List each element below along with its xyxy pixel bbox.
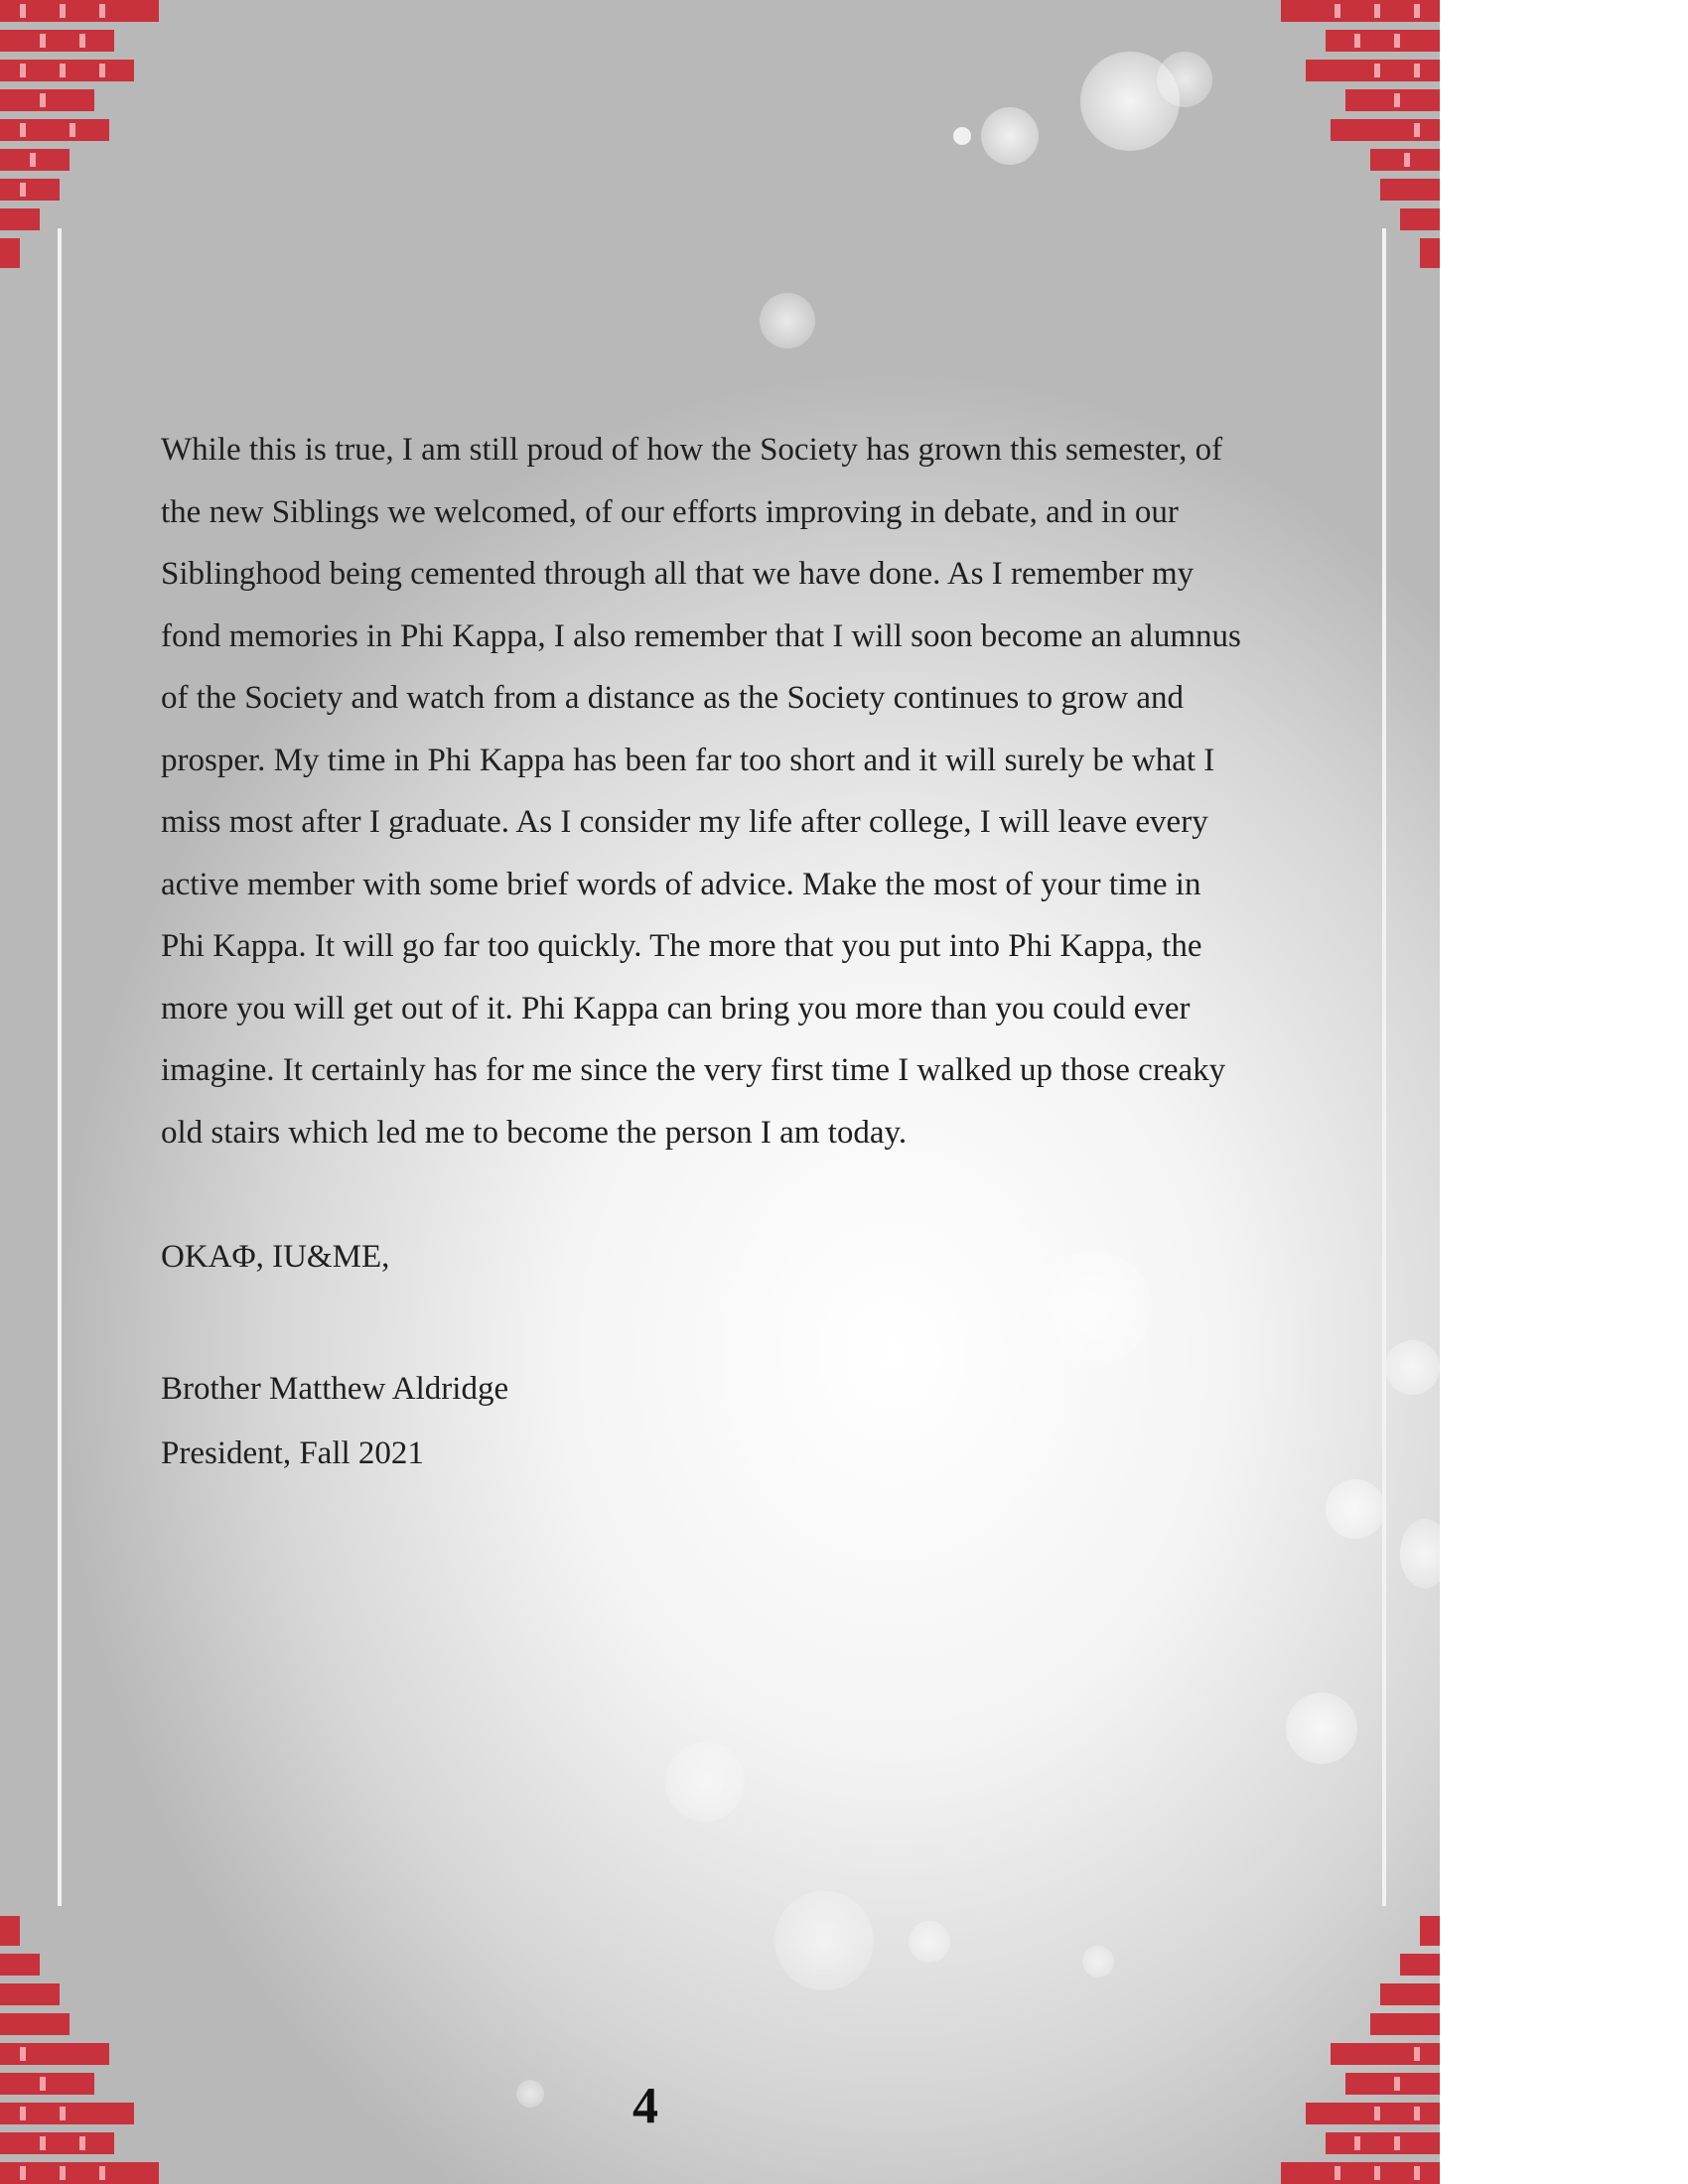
body-line: of the Society and watch from a distance as the Society continues to grow and	[161, 680, 1185, 716]
bokeh-light	[665, 1742, 745, 1822]
frame-line-left	[58, 228, 62, 1906]
signature-title: President, Fall 2021	[161, 1435, 424, 1471]
letter-body	[161, 419, 1342, 1163]
page-number: 4	[633, 2078, 658, 2134]
bokeh-light	[774, 1891, 874, 1990]
letter-closing: OKAΦ, IU&ME,	[161, 1239, 390, 1275]
bokeh-light	[1400, 1519, 1440, 1588]
corner-ornament-bottom-right	[1281, 1906, 1440, 2184]
bokeh-light	[1157, 52, 1212, 107]
body-line: Phi Kappa. It will go far too quickly. The more that you put into Phi Kappa, the	[161, 928, 1202, 964]
bokeh-light	[1080, 52, 1180, 151]
body-line: more you will get out of it. Phi Kappa can bring you more than you could ever	[161, 990, 1191, 1026]
bokeh-light	[516, 2080, 544, 2108]
bokeh-light	[1038, 1251, 1152, 1365]
bokeh-light	[1286, 1693, 1357, 1764]
bokeh-light	[760, 293, 815, 348]
bokeh-light	[981, 107, 1039, 165]
body-line: fond memories in Phi Kappa, I also remember that I will soon become an alumnus	[161, 617, 1241, 654]
corner-ornament-top-right	[1281, 0, 1440, 278]
body-line: prosper. My time in Phi Kappa has been far too short and it will surely be what I	[161, 742, 1215, 778]
bokeh-light	[1385, 1340, 1440, 1395]
corner-ornament-top-left	[0, 0, 159, 278]
body-paragraph	[161, 419, 1342, 1163]
body-line: old stairs which led me to become the person I am today.	[161, 1114, 908, 1151]
signature-name: Brother Matthew Aldridge	[161, 1371, 509, 1407]
corner-ornament-bottom-left	[0, 1906, 159, 2184]
bokeh-light	[909, 1921, 950, 1963]
bokeh-light	[1326, 1479, 1385, 1539]
bokeh-light	[953, 127, 971, 145]
body-line: Siblinghood being cemented through all that we have done. As I remember my	[161, 556, 1195, 592]
bokeh-light	[1082, 1946, 1114, 1978]
body-line: the new Siblings we welcomed, of our efforts improving in debate, and in our	[161, 493, 1179, 530]
frame-line-right	[1382, 228, 1386, 1906]
body-line: miss most after I graduate. As I consider my life after college, I will leave every	[161, 804, 1208, 840]
body-line: imagine. It certainly has for me since the very first time I walked up those creaky	[161, 1052, 1226, 1088]
body-line: While this is true, I am still proud of how the Society has grown this semester, of	[161, 432, 1223, 468]
body-line: active member with some brief words of advice. Make the most of your time in	[161, 866, 1201, 902]
